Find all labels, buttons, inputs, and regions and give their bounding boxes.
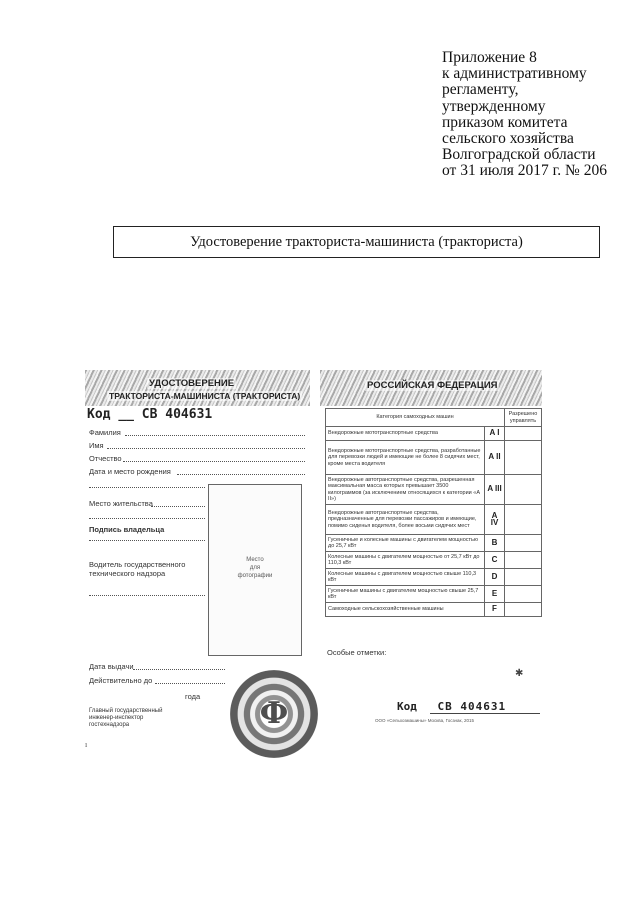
field-line: [155, 683, 225, 684]
field-valid-until: Действительно до: [89, 676, 153, 685]
table-row: [326, 552, 542, 569]
field-birth: Дата и место рождения: [89, 467, 171, 476]
appendix-line: сельского хозяйства: [442, 130, 574, 148]
certificate-code: [87, 407, 212, 422]
code2-value: СВ 404631: [437, 700, 507, 713]
table-header-allowed: Разрешено управлять: [505, 409, 542, 427]
seal-glyph: Ф: [259, 696, 289, 731]
field-line: [177, 474, 305, 475]
category-mark: [505, 586, 542, 603]
field-surname: Фамилия: [89, 428, 121, 437]
field-year-suffix: года: [185, 692, 201, 701]
category-label: F: [485, 603, 505, 617]
category-desc: Внедорожные мототранспортные средства, разработанные для перевозки людей и имеющие не более 8 сидячих мест, кроме места водителя: [326, 441, 485, 475]
category-label: D: [485, 569, 505, 586]
table-row: [326, 586, 542, 603]
photo-placeholder: [208, 484, 302, 656]
field-line: [125, 435, 305, 436]
table-row: [326, 427, 542, 441]
field-line: [89, 540, 205, 541]
document-title: Удостоверение тракториста-машиниста (тракториста): [190, 233, 523, 250]
category-desc: Колесные машины с двигателем мощностью свыше 110,3 кВт: [326, 569, 485, 586]
category-label: A II: [485, 441, 505, 475]
category-mark: [505, 552, 542, 569]
appendix-line: утвержденному: [442, 97, 546, 115]
category-desc: Внедорожные мототранспортные средства: [326, 427, 485, 441]
category-table: [325, 408, 542, 617]
field-line: [89, 595, 205, 596]
table-header-category: Категория самоходных машин: [326, 409, 505, 427]
category-desc: Гусеничные и колесные машины с двигателем мощностью до 25,7 кВт: [326, 535, 485, 552]
field-line: [89, 487, 205, 488]
field-line: [133, 669, 225, 670]
photo-text-line1: Место: [246, 557, 264, 563]
document-title-box: [113, 226, 600, 258]
field-chief-line2: инженер-инспектор: [89, 715, 144, 721]
certificate-scan: [85, 370, 542, 730]
certificate-header-country: РОССИЙСКАЯ ФЕДЕРАЦИЯ: [367, 380, 498, 391]
field-line: [89, 518, 205, 519]
category-mark: [505, 475, 542, 505]
code2-label: Код: [397, 700, 417, 713]
appendix-line: регламенту,: [442, 81, 519, 99]
field-inspector: Водитель государственного технического надзора: [89, 560, 186, 578]
table-row: [326, 535, 542, 552]
photo-text-line2: для: [249, 565, 261, 571]
appendix-line: Волгоградской области: [442, 146, 596, 164]
category-mark: [505, 569, 542, 586]
certificate-header-subtitle: ТРАКТОРИСТА-МАШИНИСТА (ТРАКТОРИСТА): [109, 391, 301, 401]
category-mark: [505, 441, 542, 475]
field-chief-line1: Главный государственный: [89, 708, 163, 714]
certificate-header-title: УДОСТОВЕРЕНИЕ: [149, 378, 235, 389]
star-mark: ✱: [515, 668, 524, 679]
category-mark: [505, 535, 542, 552]
field-patronymic: Отчество: [89, 454, 122, 463]
table-header-row: [326, 409, 542, 427]
category-label: A I: [485, 427, 505, 441]
code-label: Код: [87, 407, 111, 422]
appendix-line: к административному: [442, 65, 587, 83]
field-holder-signature: Подпись владельца: [89, 525, 165, 534]
appendix-line: от 31 июля 2017 г. № 206: [442, 162, 607, 180]
appendix-line: приказом комитета: [442, 113, 568, 131]
category-desc: Самоходные сельскохозяйственные машины: [326, 603, 485, 617]
appendix-line: Приложение 8: [442, 49, 537, 66]
field-chief-line3: гостехнадзора: [89, 722, 130, 728]
code2-underline: [430, 713, 540, 714]
special-notes-label: Особые отметки:: [327, 648, 387, 657]
field-residence: Место жительства: [89, 499, 153, 508]
category-desc: Внедорожные автотранспортные средства, предназначенные для перевозки пассажиров и имеющие, помимо сиденья водителя, более восьми сидячих мест: [326, 505, 485, 535]
field-line: [123, 461, 305, 462]
table-row: [326, 505, 542, 535]
official-seal: [230, 670, 318, 758]
category-label: C: [485, 552, 505, 569]
category-label: A IV: [485, 505, 505, 535]
table-row: [326, 569, 542, 586]
appendix-note: [442, 50, 632, 180]
category-mark: [505, 505, 542, 535]
field-line: [107, 448, 305, 449]
margin-mark: ı: [85, 740, 88, 749]
category-desc: Внедорожные автотранспортные средства, разрешенная максимальная масса которых превышает 3500 килограммов (за исключением относящихся к категории «A II»): [326, 475, 485, 505]
field-name: Имя: [89, 441, 104, 450]
category-label: B: [485, 535, 505, 552]
table-row: [326, 475, 542, 505]
field-issue-date: Дата выдачи: [89, 662, 134, 671]
category-label: E: [485, 586, 505, 603]
printer-footer: ООО «Сельхозмашины» Москва, Госзнак, 2015: [375, 718, 475, 723]
category-mark: [505, 603, 542, 617]
code-underscore: __: [118, 407, 134, 422]
table-row: [326, 441, 542, 475]
category-desc: Колесные машины с двигателем мощностью от 25,7 кВт до 110,3 кВт: [326, 552, 485, 569]
certificate-code-bottom: [397, 700, 506, 713]
photo-text-line3: фотографии: [237, 573, 273, 579]
table-row: [326, 603, 542, 617]
field-line: [151, 506, 205, 507]
category-mark: [505, 427, 542, 441]
category-label: A III: [485, 475, 505, 505]
code-value: СВ 404631: [141, 407, 213, 422]
category-desc: Гусеничные машины с двигателем мощностью свыше 25,7 кВт: [326, 586, 485, 603]
